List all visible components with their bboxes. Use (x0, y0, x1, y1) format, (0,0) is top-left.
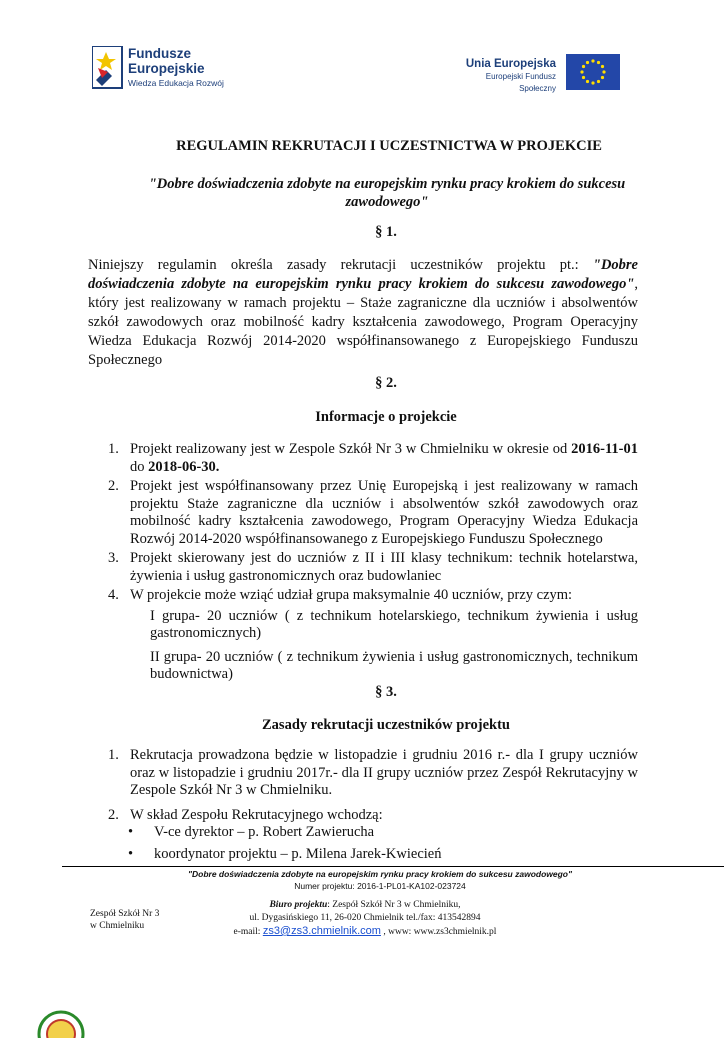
footer-divider (62, 866, 724, 867)
footer-school-line1: Zespół Szkół Nr 3 (90, 909, 160, 919)
group-2-description: II grupa- 20 uczniów ( z technikum żywienia i usług gastronomicznych, technikum budownictwa) (150, 648, 638, 682)
list-number: 3. (108, 550, 119, 566)
fundusze-europejskie-logo (92, 44, 252, 98)
section-1-text-end: , który jest realizowany w ramach projektu – Staże zagraniczne dla uczniów i absolwentów szkół zawodowych oraz mobilność kadry kształcenia zawodowego, Program Operacyjny Wiedza Edukacja Rozwój 2014-2020 współfinansowanego z Europejskiego Funduszu Społecznego (88, 276, 638, 368)
item-text: W projekcie może wziąć udział grupa maksymalnie 40 uczniów, przy czym: (130, 587, 573, 603)
end-date: 2018-06-30. (148, 458, 220, 475)
section-2-heading: § 2. (375, 375, 397, 391)
section-2-subheading: Informacje o projekcie (315, 409, 457, 425)
fe-logo-line1: Fundusze (128, 46, 191, 61)
list-item (108, 550, 638, 585)
list-number: 4. (108, 587, 119, 603)
recruitment-team-list (128, 821, 628, 865)
team-member-item (128, 821, 628, 843)
eu-flag-icon (566, 54, 620, 90)
school-seal-icon (36, 1008, 86, 1038)
footer-school-line2: w Chmielniku (90, 921, 145, 931)
footer-email-label: e-mail: (233, 927, 263, 937)
fe-star-icon (92, 46, 126, 90)
document-subtitle: "Dobre doświadczenia zdobyte na europejskim rynku pracy krokiem do sukcesu zawodowego" (148, 176, 626, 210)
section-1-text-start: Niniejszy regulamin określa zasady rekrutacji uczestników projektu pt.: (88, 257, 593, 273)
list-item (108, 478, 638, 548)
list-item (108, 587, 638, 605)
item-text: Projekt realizowany jest w Zespole Szkół Nr 3 w Chmielniku w okresie od (130, 441, 572, 457)
footer-address: ul. Dygasińskiego 11, 26-020 Chmielnik tel./fax: 413542894 (249, 913, 481, 923)
document-title: REGULAMIN REKRUTACJI I UCZESTNICTWA W PROJEKCIE (176, 138, 602, 154)
footer-office-text: : Zespół Szkół Nr 3 w Chmielniku, (327, 900, 461, 910)
section-1-project-title: "Dobre doświadczenia zdobyte na europejskim rynku pracy krokiem do sukcesu zawodowego" (88, 257, 638, 292)
footer-email-link[interactable]: zs3@zs3.chmielnik.com (262, 925, 381, 937)
team-member-text: V-ce dyrektor – p. Robert Zawierucha (154, 824, 375, 840)
section-3-list (108, 747, 638, 826)
ue-logo-line1: Unia Europejska (465, 58, 556, 70)
unia-europejska-logo (448, 54, 620, 94)
section-1-paragraph (88, 256, 638, 370)
bullet-icon: • (128, 846, 134, 862)
group-1-description: I grupa- 20 uczniów ( z technikum hotelarskiego, technikum żywienia i usług gastronomicznych) (150, 607, 638, 641)
item-text: W skład Zespołu Rekrutacyjnego wchodzą: (130, 806, 383, 823)
section-1-heading: § 1. (375, 224, 397, 240)
section-3-heading: § 3. (375, 684, 397, 700)
list-number: 1. (108, 747, 119, 763)
list-item (108, 441, 638, 476)
item-text: do (130, 458, 149, 475)
footer-contact (200, 899, 530, 939)
ue-logo-line2: Europejski Fundusz Społeczny (485, 72, 556, 93)
footer-www: , www: www.zs3chmielnik.pl (380, 927, 497, 937)
fe-logo-line2: Europejskie (128, 61, 205, 76)
start-date: 2016-11-01 (571, 441, 638, 457)
footer-office-label: Biuro projektu (269, 900, 328, 910)
section-2-list (108, 441, 638, 686)
team-member-item (128, 843, 628, 865)
list-number: 2. (108, 478, 119, 494)
team-member-text: koordynator projektu – p. Milena Jarek-Kwiecień (154, 846, 442, 862)
footer-project-number: Numer projektu: 2016-1-PL01-KA102-023724 (294, 881, 466, 891)
bullet-icon: • (128, 824, 134, 840)
section-3-subheading: Zasady rekrutacji uczestników projektu (262, 717, 510, 733)
footer-school (90, 908, 159, 932)
item-text: Rekrutacja prowadzona będzie w listopadzie i grudniu 2016 r.- dla I grupy uczniów oraz w listopadzie i grudniu 2017r.- dla II grupy uczniów przez Zespół Rekrutacyjny w Zespole Szkół Nr 3 w Chmielniku. (130, 747, 638, 798)
fe-logo-line3: Wiedza Edukacja Rozwój (128, 78, 224, 88)
list-number: 2. (108, 806, 119, 823)
list-item (108, 747, 638, 800)
item-text: Projekt jest współfinansowany przez Unię Europejską i jest realizowany w ramach projektu Staże zagraniczne dla uczniów i absolwentów szkół zawodowych oraz mobilność kadry kształcenia zawodowego, Program Operacyjny Wiedza Edukacja Rozwój 2014-2020 współfinansowanego z Europejskiego Funduszu Społecznego (130, 478, 638, 547)
item-text: Projekt skierowany jest do uczniów z II i III klasy technikum: technik hotelarstwa, żywienia i usług gastronomicznych oraz budowlaniec (130, 550, 638, 584)
footer-project-title: "Dobre doświadczenia zdobyte na europejskim rynku pracy krokiem do sukcesu zawodowego" (187, 869, 573, 879)
list-number: 1. (108, 441, 119, 457)
